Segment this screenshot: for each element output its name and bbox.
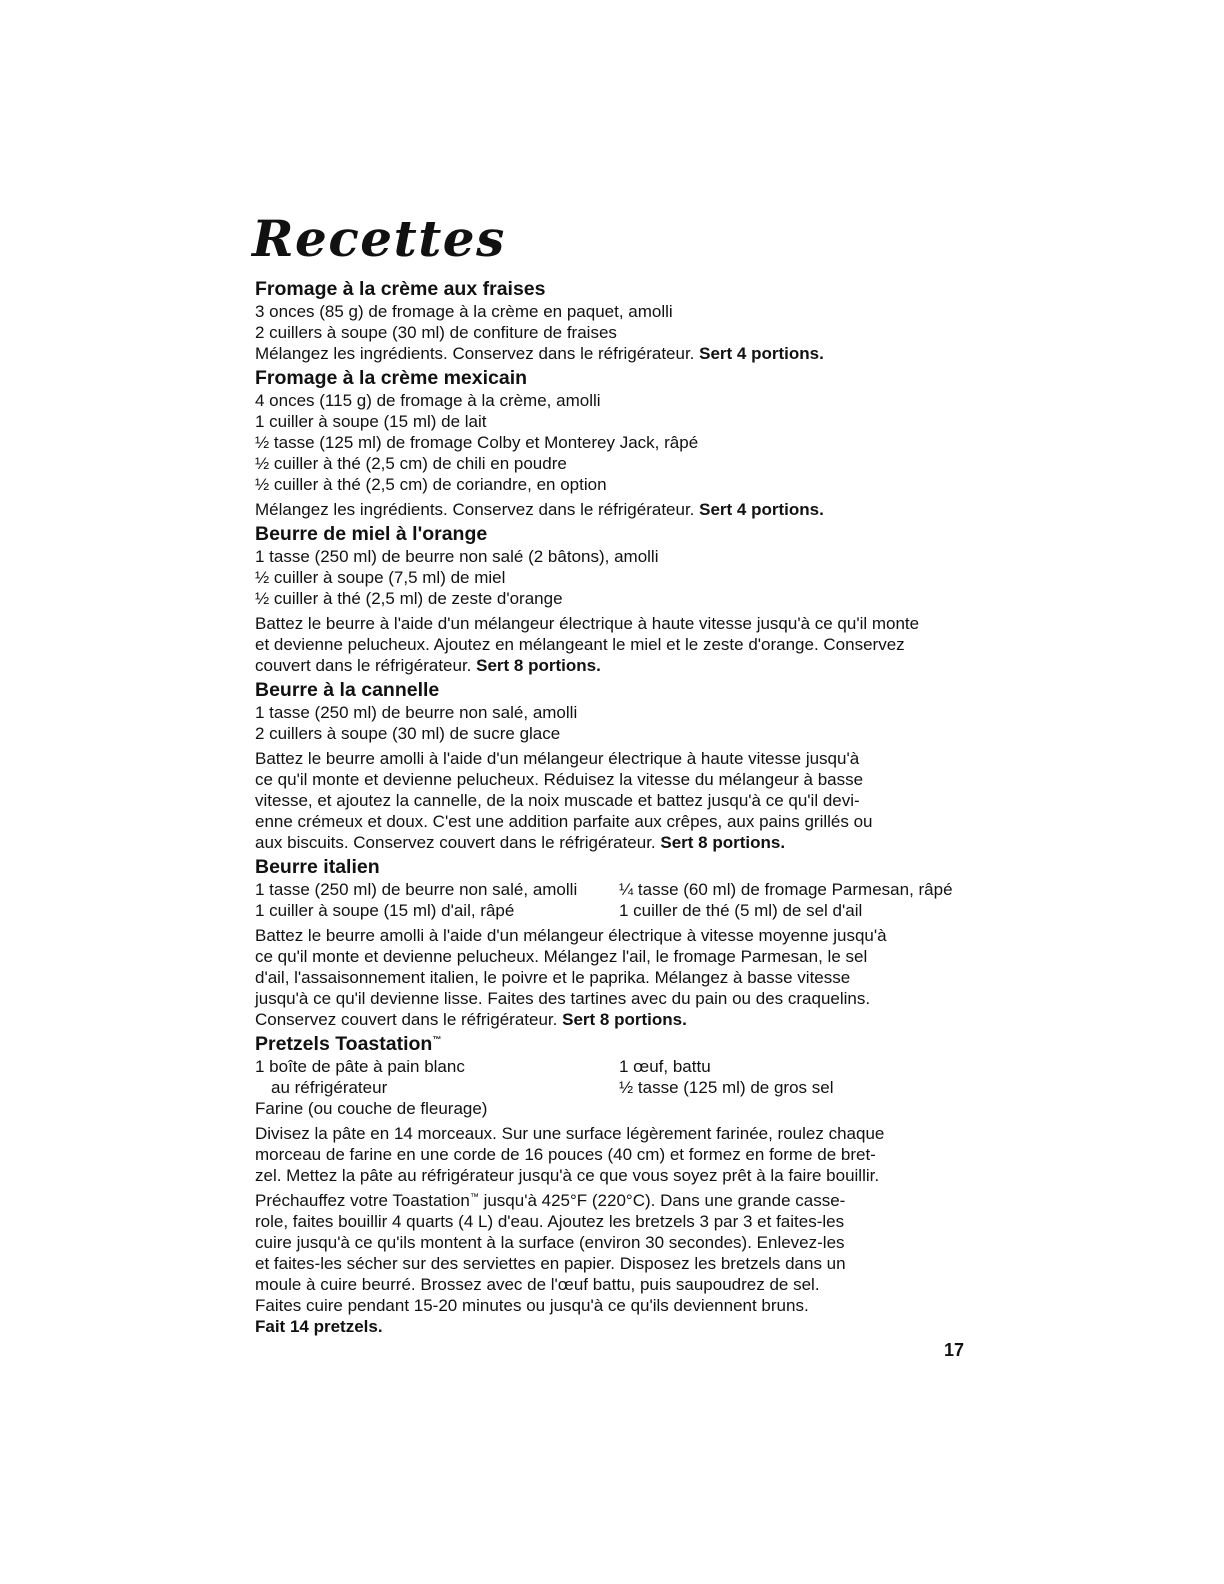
instruction-line: [255, 832, 975, 853]
instruction-line: Divisez la pâte en 14 morceaux. Sur une surface légèrement farinée, roulez chaque: [255, 1124, 885, 1143]
instruction-line: morceau de farine en une corde de 16 pouces (40 cm) et formez en forme de bret-: [255, 1145, 876, 1164]
recipe-title: Beurre italien: [255, 856, 380, 878]
instructions: [255, 1190, 975, 1337]
ingredient-line: 1 cuiller de thé (5 ml) de sel d'ail: [619, 901, 863, 920]
instruction-text: Mélangez les ingrédients. Conservez dans le réfrigérateur.: [255, 500, 695, 519]
recipes-content: [255, 277, 975, 1337]
recipe-title: Fromage à la crème aux fraises: [255, 278, 546, 300]
instructions: [255, 925, 975, 1030]
recipe-fromage-mexicain: [255, 366, 975, 520]
recipe-beurre-cannelle: [255, 678, 975, 853]
recipe-title-text: Pretzels Toastation: [255, 1033, 433, 1055]
instructions: [255, 1123, 975, 1186]
instruction-line: enne crémeux et doux. C'est une addition parfaite aux crêpes, aux pains grillés ou: [255, 812, 873, 831]
instruction-text: couvert dans le réfrigérateur.: [255, 656, 472, 675]
ingredient-line: 1 cuiller à soupe (15 ml) d'ail, râpé: [255, 901, 515, 920]
ingredient-line: 1 tasse (250 ml) de beurre non salé (2 bâtons), amolli: [255, 547, 659, 566]
instruction-text: Mélangez les ingrédients. Conservez dans le réfrigérateur.: [255, 344, 695, 363]
recipe-yield: Sert 8 portions.: [476, 656, 601, 675]
instruction-line: vitesse, et ajoutez la cannelle, de la noix muscade et battez jusqu'à ce qu'il devi-: [255, 791, 860, 810]
recipe-pretzels: [255, 1032, 975, 1337]
instruction-text: jusqu'à 425°F (220°C). Dans une grande casse-: [478, 1191, 846, 1210]
recipe-title: Beurre à la cannelle: [255, 679, 440, 701]
instruction-text: aux biscuits. Conservez couvert dans le réfrigérateur.: [255, 833, 656, 852]
ingredients-left: [255, 879, 619, 921]
instruction-line: jusqu'à ce qu'il devienne lisse. Faites des tartines avec du pain ou des craquelins.: [255, 989, 871, 1008]
instruction-line: [255, 1190, 975, 1211]
ingredient-line: ½ cuiller à thé (2,5 ml) de zeste d'orange: [255, 589, 563, 608]
instruction-line: moule à cuire beurré. Brossez avec de l'œuf battu, puis saupoudrez de sel.: [255, 1275, 820, 1294]
ingredient-line: 1 tasse (250 ml) de beurre non salé, amolli: [255, 703, 578, 722]
instruction-line: Battez le beurre amolli à l'aide d'un mélangeur électrique à haute vitesse jusqu'à: [255, 749, 860, 768]
instruction-line: cuire jusqu'à ce qu'ils montent à la surface (environ 30 secondes). Enlevez-les: [255, 1233, 845, 1252]
instruction-line: et devienne pelucheux. Ajoutez en mélangeant le miel et le zeste d'orange. Conservez: [255, 635, 905, 654]
instructions: [255, 613, 975, 676]
recipe-beurre-italien: [255, 855, 975, 1030]
recipe-title: Beurre de miel à l'orange: [255, 523, 488, 545]
instruction-line: d'ail, l'assaisonnement italien, le poivre et le paprika. Mélangez à basse vitesse: [255, 968, 851, 987]
ingredients-two-column: [255, 879, 975, 921]
ingredient-line: ½ tasse (125 ml) de gros sel: [619, 1078, 834, 1097]
ingredient-line: ½ cuiller à soupe (7,5 ml) de miel: [255, 568, 506, 587]
recipe-title: [255, 1032, 975, 1056]
ingredient-line: ¼ tasse (60 ml) de fromage Parmesan, râpé: [619, 880, 953, 899]
ingredient-line: 2 cuillers à soupe (30 ml) de confiture de fraises: [255, 323, 617, 342]
ingredients-left: [255, 1056, 619, 1119]
ingredient-line: au réfrigérateur: [271, 1078, 388, 1097]
recipe-beurre-miel-orange: [255, 522, 975, 676]
recipe-fromage-fraises: [255, 277, 975, 364]
ingredient-line: Farine (ou couche de fleurage): [255, 1099, 488, 1118]
ingredient-line: ½ tasse (125 ml) de fromage Colby et Monterey Jack, râpé: [255, 433, 699, 452]
page-number: 17: [944, 1340, 965, 1360]
instructions: [255, 748, 975, 853]
ingredients-two-column: [255, 1056, 975, 1119]
ingredient-line: ½ cuiller à thé (2,5 cm) de coriandre, en option: [255, 475, 607, 494]
recipe-yield: Sert 4 portions.: [699, 500, 824, 519]
page-title: Recettes: [252, 209, 506, 268]
instruction-line: Faites cuire pendant 15-20 minutes ou jusqu'à ce qu'ils deviennent bruns.: [255, 1296, 809, 1315]
ingredients-right: [619, 1056, 833, 1119]
instruction-line: et faites-les sécher sur des serviettes en papier. Disposez les bretzels dans un: [255, 1254, 846, 1273]
instruction-line: Battez le beurre à l'aide d'un mélangeur électrique à haute vitesse jusqu'à ce qu'il monte: [255, 614, 920, 633]
instruction-line: role, faites bouillir 4 quarts (4 L) d'eau. Ajoutez les bretzels 3 par 3 et faites-les: [255, 1212, 845, 1231]
instruction-text: Préchauffez votre Toastation: [255, 1191, 470, 1210]
ingredient-line: 1 tasse (250 ml) de beurre non salé, amolli: [255, 880, 578, 899]
ingredient-line: ½ cuiller à thé (2,5 cm) de chili en poudre: [255, 454, 567, 473]
trademark-mark: ™: [469, 1191, 479, 1202]
instruction-text: Conservez couvert dans le réfrigérateur.: [255, 1010, 558, 1029]
instruction-line: [255, 655, 975, 676]
ingredient-line: 1 boîte de pâte à pain blanc: [255, 1057, 465, 1076]
ingredient-line: 2 cuillers à soupe (30 ml) de sucre glace: [255, 724, 561, 743]
ingredient-line: 4 onces (115 g) de fromage à la crème, amolli: [255, 391, 601, 410]
recipe-yield: Sert 8 portions.: [660, 833, 786, 852]
ingredient-line: 1 œuf, battu: [619, 1057, 711, 1076]
recipe-title: Fromage à la crème mexicain: [255, 367, 528, 389]
instruction-line: ce qu'il monte et devienne pelucheux. Réduisez la vitesse du mélangeur à basse: [255, 770, 864, 789]
instruction-line: [255, 343, 975, 364]
ingredient-line: 3 onces (85 g) de fromage à la crème en paquet, amolli: [255, 302, 673, 321]
instruction-line: [255, 1009, 975, 1030]
recipe-yield: Fait 14 pretzels.: [255, 1317, 383, 1336]
instruction-line: [255, 499, 975, 520]
ingredients-right: [619, 879, 953, 921]
instruction-line: ce qu'il monte et devienne pelucheux. Mélangez l'ail, le fromage Parmesan, le sel: [255, 947, 868, 966]
instruction-line: zel. Mettez la pâte au réfrigérateur jusqu'à ce que vous soyez prêt à la faire bouillir.: [255, 1166, 880, 1185]
recipe-yield: Sert 8 portions.: [562, 1010, 687, 1029]
instruction-line: Battez le beurre amolli à l'aide d'un mélangeur électrique à vitesse moyenne jusqu'à: [255, 926, 887, 945]
ingredient-line: 1 cuiller à soupe (15 ml) de lait: [255, 412, 487, 431]
recipe-yield: Sert 4 portions.: [699, 344, 824, 363]
trademark-mark: ™: [432, 1034, 442, 1045]
